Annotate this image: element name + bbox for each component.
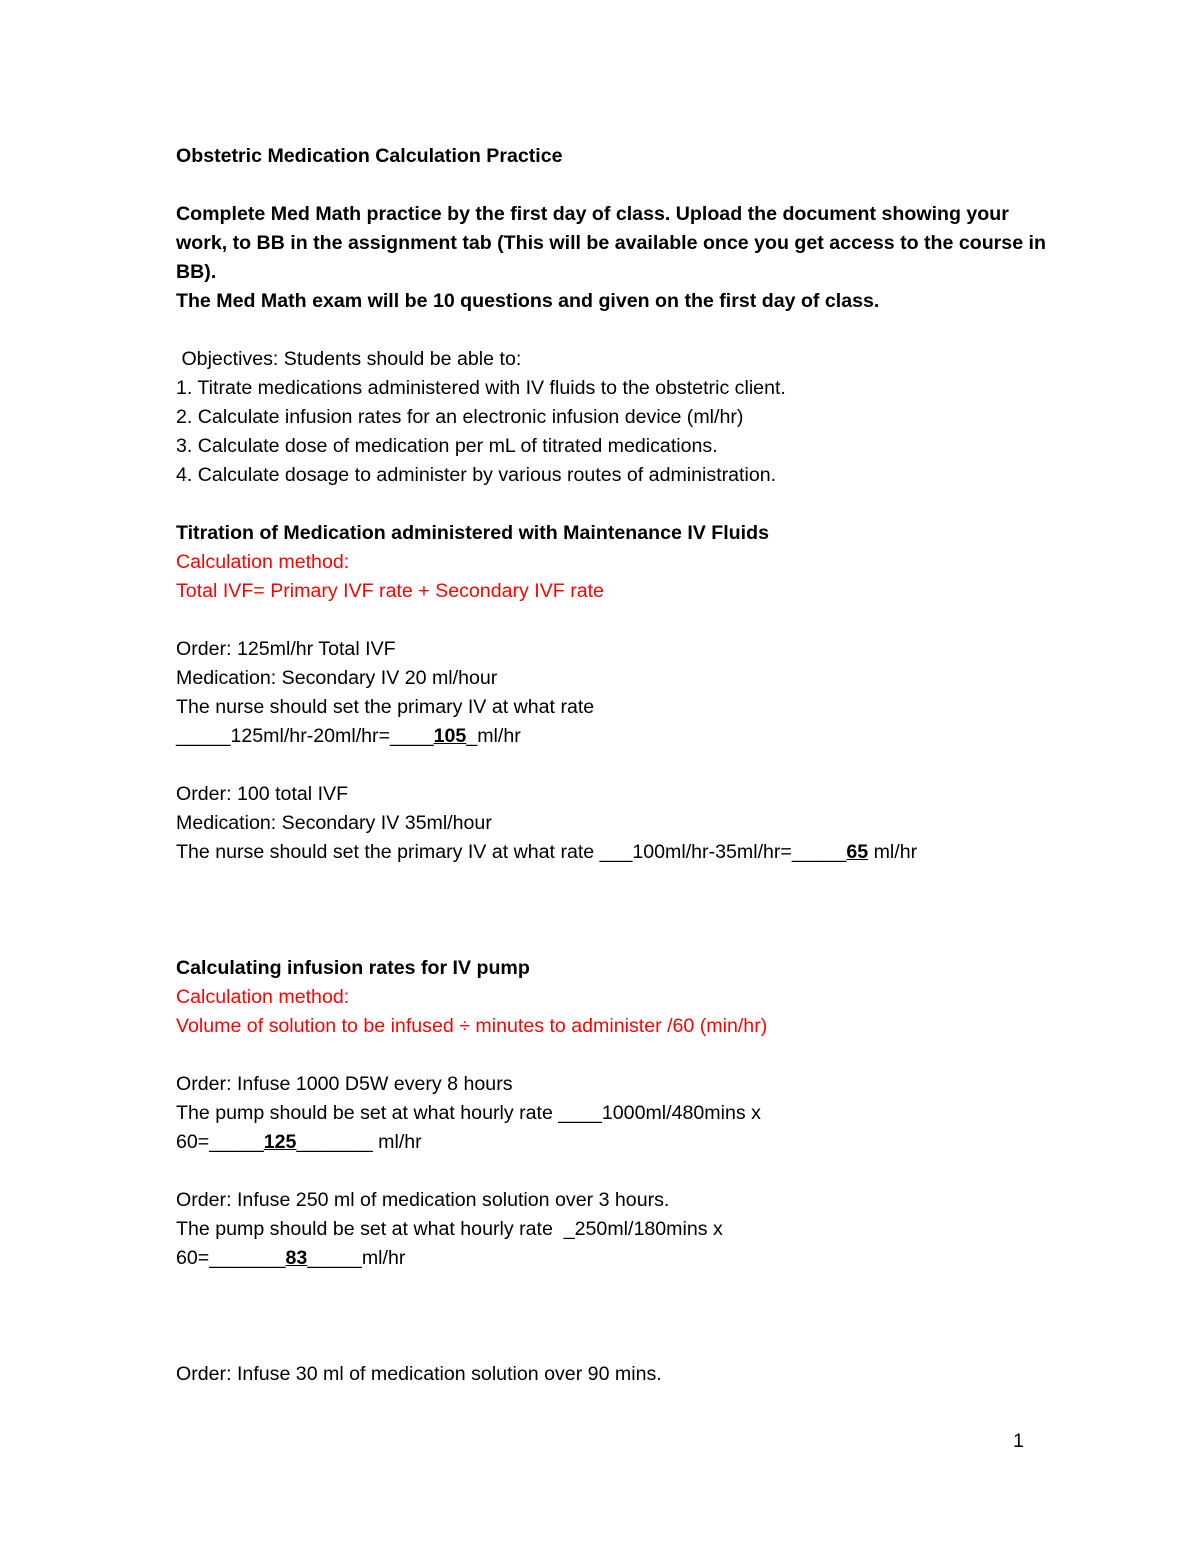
answer-unit: ml/hr	[868, 841, 918, 863]
calculation-method-label: Calculation method:	[176, 986, 350, 1008]
work-text: 60=_____	[176, 1131, 264, 1153]
document-body	[176, 142, 1056, 1389]
objective-item: 1. Titrate medications administered with IV fluids to the obstetric client.	[176, 377, 786, 399]
problem-work-line	[176, 1128, 1056, 1157]
work-text: 60=_______	[176, 1247, 286, 1269]
answer-value: 125	[263, 1131, 297, 1153]
problem-question: The pump should be set at what hourly rate ____1000ml/480mins x	[176, 1102, 761, 1124]
page-number: 1	[1013, 1430, 1024, 1452]
answer-unit: ml/hr	[372, 1131, 422, 1153]
instructions-paragraph: Complete Med Math practice by the first day of class. Upload the document showing your work, to BB in the assignment tab (This will be available once you get access to the course in BB).	[176, 203, 1046, 283]
problem-order: Order: 125ml/hr Total IVF	[176, 638, 396, 660]
problem-order: Order: Infuse 250 ml of medication solution over 3 hours.	[176, 1189, 670, 1211]
problem-order: Order: Infuse 1000 D5W every 8 hours	[176, 1073, 513, 1095]
document-title: Obstetric Medication Calculation Practice	[176, 145, 563, 167]
answer-unit: ml/hr	[361, 1247, 406, 1269]
answer-unit: _ml/hr	[466, 725, 521, 747]
problem-medication: Medication: Secondary IV 35ml/hour	[176, 812, 492, 834]
problem-question: The pump should be set at what hourly rate _250ml/180mins x	[176, 1218, 723, 1240]
answer-value: 83	[285, 1247, 308, 1269]
problem-work-line	[176, 1244, 1056, 1273]
work-text: _____125ml/hr-20ml/hr=____	[176, 725, 434, 747]
objectives-heading: Objectives: Students should be able to:	[176, 348, 522, 370]
objective-item: 2. Calculate infusion rates for an electronic infusion device (ml/hr)	[176, 406, 744, 428]
answer-value: 65	[846, 841, 869, 863]
objective-item: 4. Calculate dosage to administer by various routes of administration.	[176, 464, 777, 486]
calculation-method-formula: Volume of solution to be infused ÷ minutes to administer /60 (min/hr)	[176, 1015, 768, 1037]
work-text: The nurse should set the primary IV at what rate ___100ml/hr-35ml/hr=_____	[176, 841, 847, 863]
problem-work-line	[176, 722, 1056, 751]
section-heading-infusion: Calculating infusion rates for IV pump	[176, 957, 530, 979]
answer-trail: _____	[307, 1247, 362, 1269]
calculation-method-formula: Total IVF= Primary IVF rate + Secondary IVF rate	[176, 580, 604, 602]
problem-question: The nurse should set the primary IV at what rate	[176, 696, 595, 718]
problem-work-line	[176, 838, 1056, 867]
objective-item: 3. Calculate dose of medication per mL of titrated medications.	[176, 435, 718, 457]
section-heading-titration: Titration of Medication administered with Maintenance IV Fluids	[176, 522, 769, 544]
answer-value: 105	[433, 725, 467, 747]
problem-order: Order: 100 total IVF	[176, 783, 349, 805]
exam-note: The Med Math exam will be 10 questions and given on the first day of class.	[176, 290, 880, 312]
problem-medication: Medication: Secondary IV 20 ml/hour	[176, 667, 498, 689]
answer-trail: _______	[296, 1131, 373, 1153]
calculation-method-label: Calculation method:	[176, 551, 350, 573]
problem-order: Order: Infuse 30 ml of medication solution over 90 mins.	[176, 1363, 662, 1385]
